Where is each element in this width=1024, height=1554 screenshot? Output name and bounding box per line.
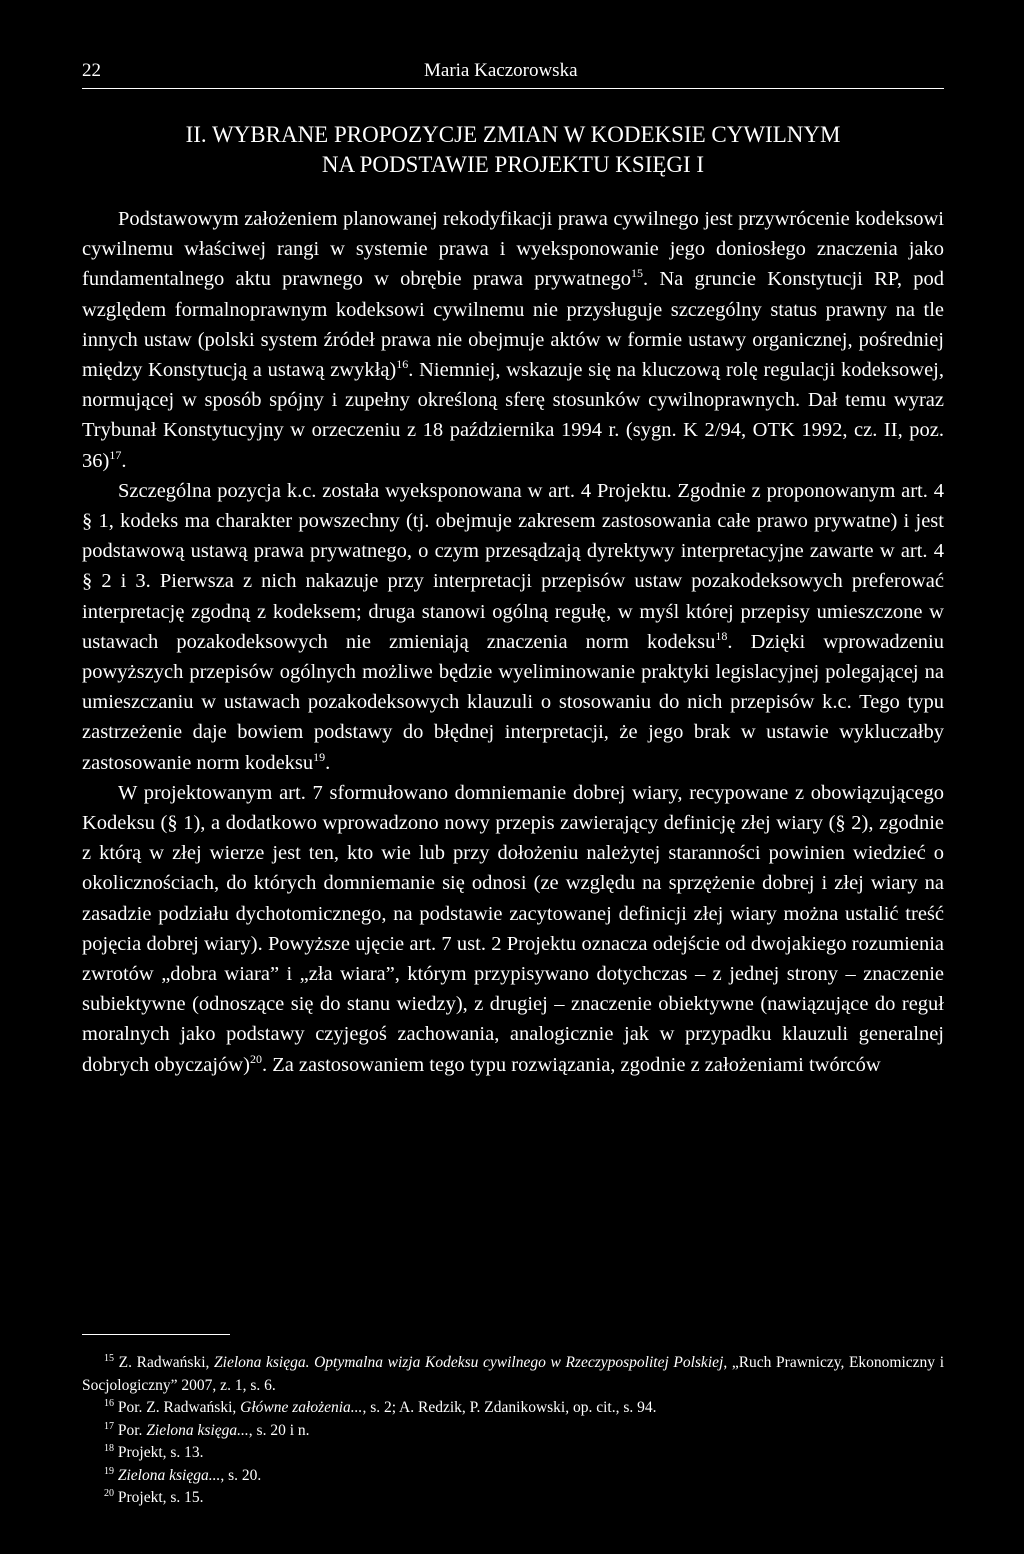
footnote-number: 19	[104, 1465, 114, 1477]
section-heading	[82, 120, 944, 180]
footnote-number: 17	[104, 1420, 114, 1432]
footnotes	[82, 1352, 944, 1510]
footnote-ref-16: 16	[396, 357, 409, 372]
paragraph-text: . Za zastosowaniem tego typu rozwiązania, zgodnie z założeniami twórców	[261, 1053, 881, 1076]
footnote-number: 15	[104, 1353, 114, 1364]
footnote-16	[82, 1397, 944, 1420]
section-heading-line-1: II. WYBRANE PROPOZYCJE ZMIAN W KODEKSIE CYWILNYM	[185, 122, 841, 147]
paragraph-text: . Niemniej, wskazuje się na kluczową rolę regulacji kodeksowej, normującej w sposób spójny i zupełny określoną sferę stosunków cywilnoprawnych. Dał temu wyraz Trybunał Konstytucyjny w orzeczeniu z 18 października 1994 r. (sygn. K 2/94, OTK 1992, cz. II, poz. 36)	[82, 359, 944, 472]
paragraph-text: Szczególna pozycja k.c. została wyeksponowana w art. 4 Projektu. Zgodnie z proponowanym art. 4 § 1, kodeks ma charakter powszechny (tj. obejmuje zakresem zastosowania całe prawo prywatne) i jest podstawową ustawą prawa prywatnego, o czym przesądzają dyrektywy interpretacyjne zawarte w art. 4 § 2 i 3. Pierwsza z nich nakazuje przy interpretacji przepisów ustaw pozakodeksowych preferować interpretację zgodną z kodeksem; druga stanowi ogólną regułę, w myśl której przepisy umieszczone w ustawach pozakodeksowych nie zmieniają znaczenia norm kodeksu	[82, 479, 944, 653]
footnote-text: , s. 2; A. Redzik, P. Zdanikowski, op. cit., s. 94.	[362, 1399, 657, 1416]
paragraph-text: Podstawowym założeniem planowanej rekodyfikacji prawa cywilnego jest przywrócenie kodeksowi cywilnemu właściwej rangi w systemie prawa i wyeksponowanie jego doniosłego znaczenia jako fundamentalnego aktu prawnego w obrębie prawa prywatnego	[82, 208, 944, 291]
footnote-text: , s. 20 i n.	[248, 1421, 310, 1439]
footnote-text: , „Ruch Prawniczy, Ekonomiczny i Socjologiczny” 2007, z. 1, s. 6.	[82, 1354, 944, 1394]
running-header-author: Maria Kaczorowska	[424, 60, 578, 81]
footnote-19	[82, 1465, 944, 1488]
section-heading-line-2: NA PODSTAWIE PROJEKTU KSIĘGI I	[321, 152, 705, 177]
footnote-text: Z. Radwański,	[118, 1354, 215, 1371]
paragraph-2	[82, 476, 944, 778]
footnote-text: Por. Z. Radwański,	[117, 1399, 241, 1416]
footnote-18	[82, 1442, 944, 1465]
footnote-text: , s. 20.	[220, 1466, 262, 1484]
paragraph-text: .	[325, 751, 331, 774]
paragraph-text: .	[121, 449, 127, 472]
footnote-ref-18: 18	[715, 628, 728, 643]
footnote-text: Projekt, s. 13.	[117, 1444, 204, 1461]
footnote-20	[82, 1487, 944, 1510]
footnote-ref-20: 20	[249, 1051, 262, 1066]
footnote-title: Zielona księga...	[146, 1421, 249, 1439]
footnote-title: Zielona księga. Optymalna wizja Kodeksu cywilnego w Rzeczypospolitej Polskiej	[214, 1354, 724, 1371]
footnote-17	[82, 1420, 944, 1443]
footnote-separator	[82, 1334, 230, 1335]
paragraph-3	[82, 778, 944, 1080]
footnote-15	[82, 1352, 944, 1397]
footnote-title: Zielona księga...	[117, 1466, 221, 1484]
footnote-ref-15: 15	[630, 266, 643, 281]
paragraph-1	[82, 204, 944, 476]
footnote-ref-19: 19	[313, 749, 326, 764]
footnote-text: Por.	[117, 1421, 147, 1439]
footnote-title: Główne założenia...	[240, 1399, 363, 1416]
footnote-ref-17: 17	[109, 447, 122, 462]
footnote-number: 16	[104, 1398, 114, 1409]
paragraph-text: W projektowanym art. 7 sformułowano domniemanie dobrej wiary, recypowane z obowiązującego Kodeksu (§ 1), a dodatkowo wprowadzono nowy przepis zawierający definicję złej wiary (§ 2), zgodnie z którą w złej wierze jest ten, kto wie lub przy dołożeniu należytej staranności powinien wiedzieć o okolicznościach, do których domniemanie się odnosi (ze względu na sprzężenie dobrej i złej wiary na zasadzie podziału dychotomicznego, na podstawie zacytowanej definicji złej wiary można ustalić treść pojęcia dobrej wiary). Powyższe ujęcie art. 7 ust. 2 Projektu oznacza odejście od dwojakiego rozumienia zwrotów „dobra wiara” i „zła wiara”, którym przypisywano dotychczas – z jednej strony – znaczenie subiektywne (odnoszące się do stanu wiedzy), z drugiej – znaczenie obiektywne (nawiązujące do reguł moralnych jako podstawy czyjegoś zachowania, analogicznie jak w przypadku klauzuli generalnej dobrych obyczajów)	[82, 781, 944, 1076]
body-text	[82, 204, 944, 1080]
paragraph-text: . Na gruncie Konstytucji RP, pod względem formalnoprawnym kodeksowi cywilnemu nie przysługuje szczególny status prawny na tle innych ustaw (polski system źródeł prawa nie obejmuje aktów w formie ustawy organicznej, pośredniej między Konstytucją a ustawą zwykłą)	[82, 268, 945, 382]
page-number: 22	[82, 60, 101, 81]
running-header	[82, 58, 944, 89]
footnote-number: 20	[104, 1488, 114, 1499]
footnote-number: 18	[104, 1443, 114, 1454]
paragraph-text: . Dzięki wprowadzeniu powyższych przepisów ogólnych możliwe będzie wyeliminowanie praktyki legislacyjnej polegającej na umieszczaniu w ustawach pozakodeksowych klauzuli o stosowaniu do nich przepisów k.c. Tego typu zastrzeżenie daje bowiem podstawy do błędnej interpretacji, że jego brak w ustawie wykluczałby zastosowanie norm kodeksu	[82, 630, 945, 774]
footnote-text: Projekt, s. 15.	[117, 1489, 204, 1506]
